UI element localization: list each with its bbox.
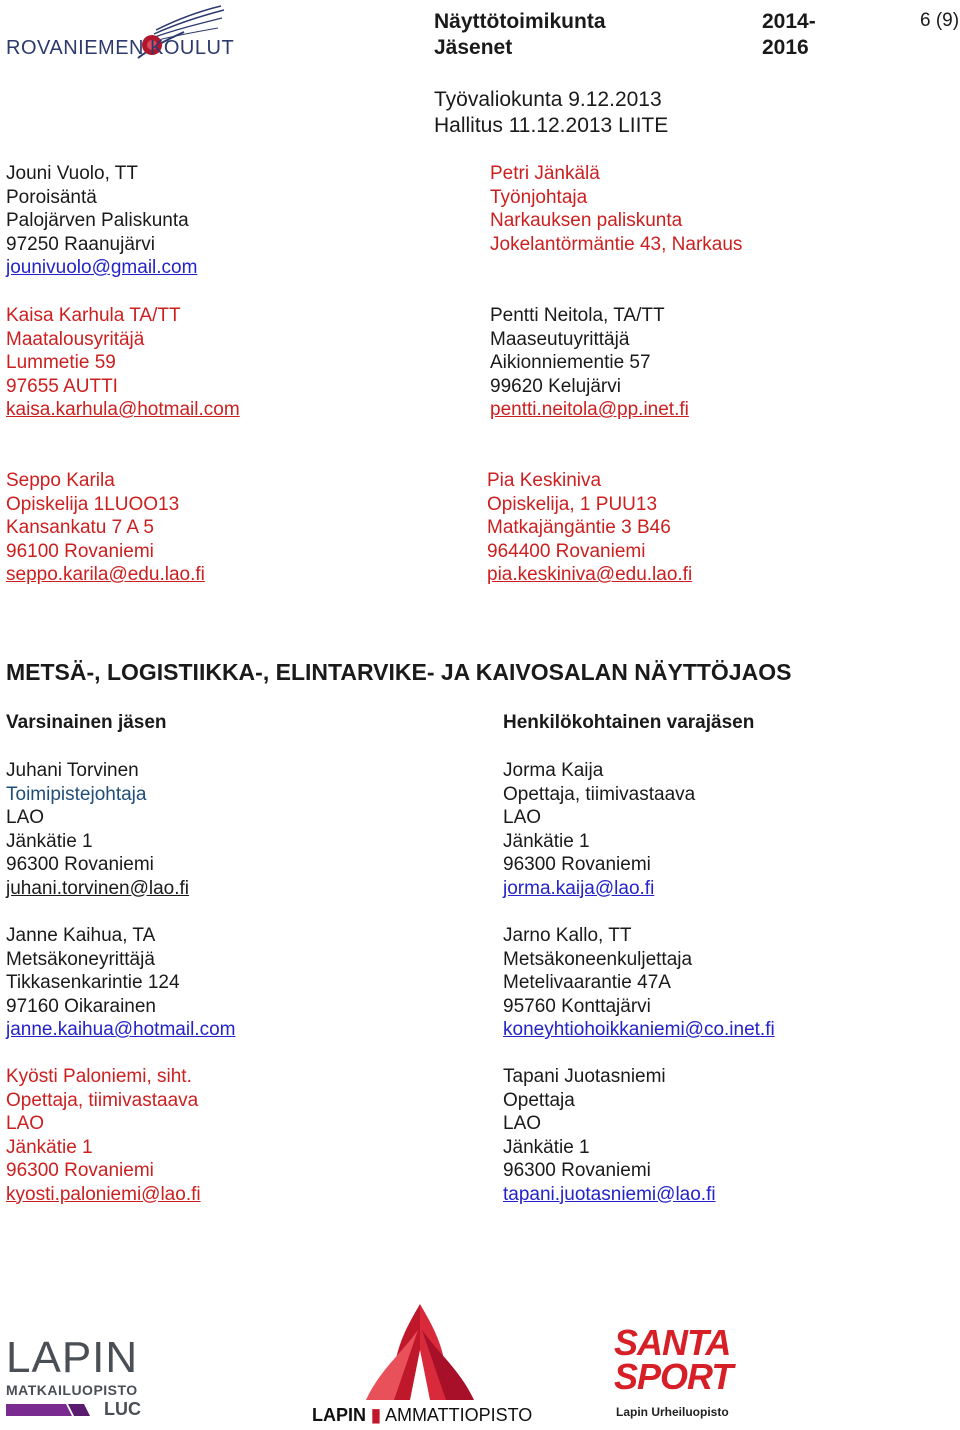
- name: Juhani Torvinen: [6, 760, 139, 781]
- contact-right: [487, 469, 692, 587]
- contact-left: [6, 304, 240, 422]
- member-right: [503, 924, 775, 1042]
- document-subtitle: Jäsenet: [434, 36, 513, 59]
- street-address: Jänkätie 1: [503, 830, 590, 852]
- street-address: Jänkätie 1: [6, 1136, 93, 1158]
- name: Jarno Kallo, TT: [503, 925, 632, 946]
- name: Janne Kaihua, TA: [6, 925, 156, 946]
- organization: LAO: [6, 1113, 45, 1134]
- address: Jokelantörmäntie 43, Narkaus: [490, 233, 743, 255]
- flame-emblem-icon: [360, 1300, 480, 1404]
- member-left: [6, 1065, 201, 1206]
- santa-sport-logo: SANTA SPORT Lapin Urheiluopisto: [614, 1322, 733, 1419]
- street-address: Jänkätie 1: [6, 830, 93, 852]
- organization: LAO: [503, 807, 542, 828]
- email-link[interactable]: koneyhtiohoikkaniemi@co.inet.fi: [503, 1019, 775, 1040]
- postal-address: 96100 Rovaniemi: [6, 540, 154, 562]
- column-header-deputy: Henkilökohtainen varajäsen: [503, 712, 755, 733]
- name: Pentti Neitola, TA/TT: [490, 305, 665, 326]
- title: Toimipistejohtaja: [6, 783, 147, 805]
- member-left: [6, 759, 189, 900]
- postal-address: 964400 Rovaniemi: [487, 540, 646, 562]
- purple-stripes-icon: [6, 1402, 100, 1418]
- postal-address: 97160 Oikarainen: [6, 995, 156, 1017]
- title: Poroisäntä: [6, 186, 97, 208]
- meeting-line-1: Työvaliokunta 9.12.2013: [434, 88, 662, 111]
- postal-address: 96300 Rovaniemi: [503, 1160, 651, 1181]
- email-link[interactable]: kyosti.paloniemi@lao.fi: [6, 1183, 201, 1205]
- title: Työnjohtaja: [490, 186, 588, 208]
- member-right: [503, 759, 695, 900]
- name: Jouni Vuolo, TT: [6, 163, 139, 184]
- postal-address: 99620 Kelujärvi: [490, 375, 621, 397]
- years-start: 2014-: [762, 10, 816, 33]
- member-left: [6, 924, 235, 1042]
- title: Opiskelija 1LUOO13: [6, 493, 180, 515]
- email-link[interactable]: pia.keskiniva@edu.lao.fi: [487, 564, 693, 585]
- lapin-ammattiopisto-logo: LAPIN ▮ AMMATTIOPISTO: [312, 1300, 544, 1428]
- column-header-member: Varsinainen jäsen: [6, 712, 167, 733]
- meeting-line-2: Hallitus 11.12.2013 LIITE: [434, 114, 669, 137]
- title: Maatalousyritäjä: [6, 328, 145, 350]
- email-link[interactable]: pentti.neitola@pp.inet.fi: [490, 399, 689, 420]
- organization: Palojärven Paliskunta: [6, 210, 189, 231]
- title: Metsäkoneenkuljettaja: [503, 948, 693, 970]
- organization: LAO: [503, 1113, 542, 1134]
- logo-text: ROVANIEMEN KOULUT: [6, 37, 235, 59]
- title: Opettaja, tiimivastaava: [503, 783, 696, 805]
- email-link[interactable]: janne.kaihua@hotmail.com: [6, 1019, 236, 1040]
- street-address: Aikionniementie 57: [490, 352, 651, 373]
- title: Opettaja, tiimivastaava: [6, 1089, 199, 1111]
- email-link[interactable]: jounivuolo@gmail.com: [6, 257, 198, 278]
- name: Pia Keskiniva: [487, 470, 602, 491]
- contact-right: [490, 304, 689, 422]
- title: Opiskelija, 1 PUU13: [487, 493, 658, 515]
- postal-address: 96300 Rovaniemi: [6, 854, 154, 875]
- name: Petri Jänkälä: [490, 163, 600, 184]
- section-title: METSÄ-, LOGISTIIKKA-, ELINTARVIKE- JA KAIVOSALAN NÄYTTÖJAOS: [6, 659, 792, 685]
- contact-left: [6, 469, 205, 587]
- name: Seppo Karila: [6, 470, 115, 491]
- email-link[interactable]: jorma.kaija@lao.fi: [503, 877, 655, 899]
- name: Jorma Kaija: [503, 760, 604, 781]
- document-title: Näyttötoimikunta: [434, 10, 606, 33]
- email-link[interactable]: kaisa.karhula@hotmail.com: [6, 399, 240, 420]
- street-address: Metelivaarantie 47A: [503, 972, 671, 993]
- title: Opettaja: [503, 1089, 575, 1111]
- title: Metsäkoneyrittäjä: [6, 948, 155, 970]
- lapin-matkailuopisto-logo: LAPIN MATKAILUOPISTO LUC: [6, 1333, 141, 1419]
- street-address: Kansankatu 7 A 5: [6, 517, 154, 538]
- years-end: 2016: [762, 36, 809, 59]
- street-address: Matkajängäntie 3 B46: [487, 517, 671, 538]
- title: Maaseutuyrittäjä: [490, 328, 630, 350]
- postal-address: 97655 AUTTI: [6, 375, 118, 397]
- email-link[interactable]: seppo.karila@edu.lao.fi: [6, 564, 205, 585]
- postal-address: 97250 Raanujärvi: [6, 233, 155, 255]
- name: Tapani Juotasniemi: [503, 1066, 666, 1087]
- page-number: 6 (9): [920, 10, 960, 31]
- street-address: Lummetie 59: [6, 352, 116, 373]
- organization: Narkauksen paliskunta: [490, 210, 683, 231]
- member-right: [503, 1065, 716, 1206]
- street-address: Tikkasenkarintie 124: [6, 972, 180, 993]
- postal-address: 96300 Rovaniemi: [503, 854, 651, 875]
- postal-address: 95760 Konttajärvi: [503, 995, 651, 1017]
- name: Kyösti Paloniemi, siht.: [6, 1066, 192, 1087]
- contact-right: [490, 162, 742, 256]
- street-address: Jänkätie 1: [503, 1136, 590, 1158]
- email-link[interactable]: juhani.torvinen@lao.fi: [6, 877, 190, 899]
- email-link[interactable]: tapani.juotasniemi@lao.fi: [503, 1183, 716, 1205]
- name: Kaisa Karhula TA/TT: [6, 305, 181, 326]
- organization: LAO: [6, 807, 45, 828]
- contact-left: [6, 162, 197, 280]
- postal-address: 96300 Rovaniemi: [6, 1160, 154, 1181]
